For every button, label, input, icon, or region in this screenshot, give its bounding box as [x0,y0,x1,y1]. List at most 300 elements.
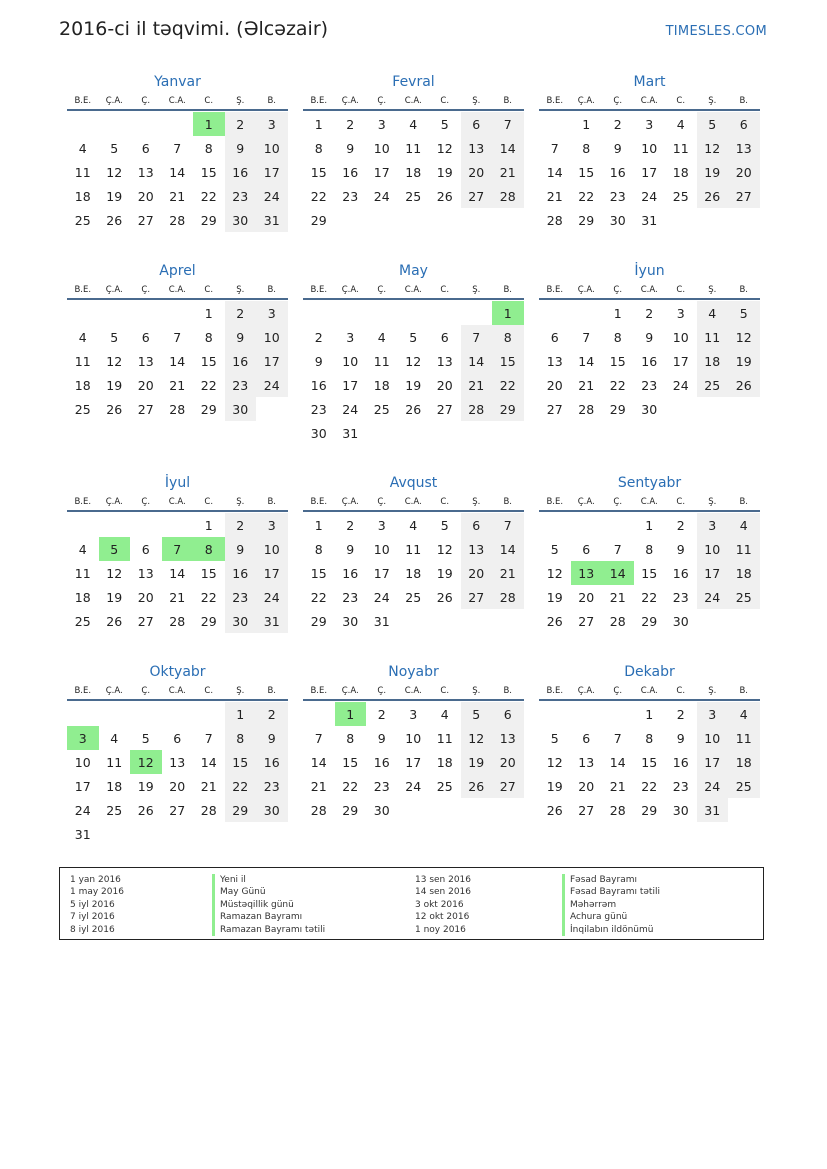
day-cell[interactable]: 10 [672,329,689,345]
day-cell[interactable]: 12 [697,136,729,160]
day-cell[interactable]: 26 [137,802,154,818]
day-cell[interactable]: 18 [436,754,453,770]
day-cell[interactable]: 14 [602,561,634,585]
day-cell[interactable]: 11 [74,353,91,369]
day-cell[interactable]: 15 [310,164,327,180]
day-cell[interactable]: 17 [373,164,390,180]
day-cell[interactable]: 2 [613,116,622,132]
day-cell[interactable]: 8 [645,541,654,557]
day-cell[interactable]: 26 [436,589,453,605]
day-cell[interactable]: 23 [672,589,689,605]
day-cell[interactable]: 2 [225,301,257,325]
day-cell[interactable]: 4 [409,517,418,533]
day-cell[interactable]: 23 [672,778,689,794]
day-cell[interactable]: 28 [200,802,217,818]
day-cell[interactable]: 16 [225,349,257,373]
day-cell[interactable]: 10 [697,537,729,561]
day-cell[interactable]: 20 [169,778,186,794]
day-cell[interactable]: 3 [377,116,386,132]
day-cell[interactable]: 25 [405,188,422,204]
day-cell[interactable]: 20 [578,778,595,794]
day-cell[interactable]: 10 [342,353,359,369]
day-cell[interactable]: 21 [578,377,595,393]
day-cell[interactable]: 23 [225,373,257,397]
day-cell[interactable]: 12 [546,754,563,770]
day-cell[interactable]: 7 [461,325,493,349]
day-cell[interactable]: 3 [67,726,99,750]
day-cell[interactable]: 6 [582,730,591,746]
day-cell[interactable]: 23 [373,778,390,794]
day-cell[interactable]: 30 [310,425,327,441]
day-cell[interactable]: 19 [405,377,422,393]
day-cell[interactable]: 28 [492,585,524,609]
day-cell[interactable]: 19 [728,349,760,373]
day-cell[interactable]: 12 [546,565,563,581]
day-cell[interactable]: 8 [613,329,622,345]
day-cell[interactable]: 6 [173,730,182,746]
day-cell[interactable]: 29 [310,613,327,629]
day-cell[interactable]: 6 [141,140,150,156]
day-cell[interactable]: 5 [550,730,559,746]
day-cell[interactable]: 5 [110,329,119,345]
day-cell[interactable]: 7 [582,329,591,345]
day-cell[interactable]: 9 [676,541,685,557]
day-cell[interactable]: 7 [173,140,182,156]
day-cell[interactable]: 24 [373,188,390,204]
day-cell[interactable]: 26 [106,401,123,417]
day-cell[interactable]: 30 [641,401,658,417]
day-cell[interactable]: 20 [137,377,154,393]
day-cell[interactable]: 12 [106,164,123,180]
day-cell[interactable]: 3 [377,517,386,533]
day-cell[interactable]: 25 [436,778,453,794]
day-cell[interactable]: 28 [609,802,626,818]
day-cell[interactable]: 14 [169,565,186,581]
day-cell[interactable]: 5 [440,517,449,533]
day-cell[interactable]: 3 [697,702,729,726]
day-cell[interactable]: 22 [342,778,359,794]
day-cell[interactable]: 25 [373,401,390,417]
day-cell[interactable]: 26 [546,802,563,818]
day-cell[interactable]: 11 [405,541,422,557]
day-cell[interactable]: 1 [204,517,213,533]
day-cell[interactable]: 23 [342,589,359,605]
day-cell[interactable]: 25 [728,774,760,798]
day-cell[interactable]: 9 [645,329,654,345]
day-cell[interactable]: 22 [578,188,595,204]
day-cell[interactable]: 24 [256,184,288,208]
day-cell[interactable]: 1 [582,116,591,132]
day-cell[interactable]: 31 [373,613,390,629]
day-cell[interactable]: 5 [440,116,449,132]
day-cell[interactable]: 27 [492,774,524,798]
day-cell[interactable]: 3 [676,305,685,321]
day-cell[interactable]: 7 [204,730,213,746]
day-cell[interactable]: 2 [676,517,685,533]
day-cell[interactable]: 25 [728,585,760,609]
day-cell[interactable]: 12 [461,726,493,750]
day-cell[interactable]: 18 [672,164,689,180]
day-cell[interactable]: 18 [74,377,91,393]
day-cell[interactable]: 7 [173,329,182,345]
day-cell[interactable]: 30 [672,802,689,818]
day-cell[interactable]: 25 [74,401,91,417]
day-cell[interactable]: 12 [106,565,123,581]
day-cell[interactable]: 8 [204,140,213,156]
day-cell[interactable]: 10 [697,726,729,750]
day-cell[interactable]: 17 [256,160,288,184]
day-cell[interactable]: 2 [225,513,257,537]
day-cell[interactable]: 17 [672,353,689,369]
day-cell[interactable]: 27 [578,613,595,629]
day-cell[interactable]: 15 [200,565,217,581]
day-cell[interactable]: 18 [405,565,422,581]
day-cell[interactable]: 7 [550,140,559,156]
day-cell[interactable]: 10 [256,325,288,349]
day-cell[interactable]: 11 [106,754,123,770]
day-cell[interactable]: 16 [641,353,658,369]
day-cell[interactable]: 6 [728,112,760,136]
day-cell[interactable]: 5 [141,730,150,746]
day-cell[interactable]: 20 [578,589,595,605]
day-cell[interactable]: 4 [377,329,386,345]
day-cell[interactable]: 13 [137,353,154,369]
day-cell[interactable]: 24 [342,401,359,417]
day-cell[interactable]: 13 [169,754,186,770]
day-cell[interactable]: 6 [141,541,150,557]
day-cell[interactable]: 27 [137,401,154,417]
day-cell[interactable]: 17 [256,349,288,373]
day-cell[interactable]: 27 [728,184,760,208]
day-cell[interactable]: 30 [225,609,257,633]
day-cell[interactable]: 4 [728,702,760,726]
day-cell[interactable]: 27 [578,802,595,818]
day-cell[interactable]: 14 [200,754,217,770]
day-cell[interactable]: 14 [609,754,626,770]
day-cell[interactable]: 1 [613,305,622,321]
day-cell[interactable]: 18 [373,377,390,393]
day-cell[interactable]: 22 [200,377,217,393]
day-cell[interactable]: 29 [310,212,327,228]
day-cell[interactable]: 6 [582,541,591,557]
day-cell[interactable]: 15 [342,754,359,770]
day-cell[interactable]: 24 [256,585,288,609]
day-cell[interactable]: 23 [342,188,359,204]
day-cell[interactable]: 7 [492,112,524,136]
day-cell[interactable]: 14 [310,754,327,770]
day-cell[interactable]: 19 [106,589,123,605]
day-cell[interactable]: 17 [405,754,422,770]
day-cell[interactable]: 21 [609,778,626,794]
day-cell[interactable]: 16 [256,750,288,774]
day-cell[interactable]: 19 [106,188,123,204]
day-cell[interactable]: 23 [310,401,327,417]
day-cell[interactable]: 28 [546,212,563,228]
day-cell[interactable]: 8 [314,541,323,557]
day-cell[interactable]: 30 [256,798,288,822]
day-cell[interactable]: 3 [697,513,729,537]
day-cell[interactable]: 6 [461,513,493,537]
day-cell[interactable]: 28 [609,613,626,629]
day-cell[interactable]: 18 [106,778,123,794]
day-cell[interactable]: 27 [546,401,563,417]
day-cell[interactable]: 19 [697,160,729,184]
day-cell[interactable]: 16 [225,561,257,585]
day-cell[interactable]: 4 [728,513,760,537]
day-cell[interactable]: 3 [645,116,654,132]
day-cell[interactable]: 29 [578,212,595,228]
day-cell[interactable]: 11 [436,730,453,746]
day-cell[interactable]: 30 [672,613,689,629]
day-cell[interactable]: 22 [492,373,524,397]
day-cell[interactable]: 30 [225,208,257,232]
day-cell[interactable]: 23 [609,188,626,204]
day-cell[interactable]: 7 [162,537,194,561]
day-cell[interactable]: 31 [74,826,91,842]
day-cell[interactable]: 11 [74,565,91,581]
day-cell[interactable]: 24 [74,802,91,818]
day-cell[interactable]: 4 [697,301,729,325]
day-cell[interactable]: 2 [314,329,323,345]
day-cell[interactable]: 29 [492,397,524,421]
day-cell[interactable]: 11 [373,353,390,369]
day-cell[interactable]: 28 [492,184,524,208]
day-cell[interactable]: 13 [137,164,154,180]
day-cell[interactable]: 20 [436,377,453,393]
day-cell[interactable]: 28 [169,401,186,417]
day-cell[interactable]: 9 [346,541,355,557]
day-cell[interactable]: 29 [200,613,217,629]
day-cell[interactable]: 15 [200,353,217,369]
day-cell[interactable]: 23 [225,585,257,609]
day-cell[interactable]: 30 [342,613,359,629]
day-cell[interactable]: 17 [697,561,729,585]
day-cell[interactable]: 1 [314,116,323,132]
day-cell[interactable]: 10 [405,730,422,746]
day-cell[interactable]: 24 [697,774,729,798]
day-cell[interactable]: 22 [641,778,658,794]
day-cell[interactable]: 3 [346,329,355,345]
day-cell[interactable]: 14 [578,353,595,369]
day-cell[interactable]: 26 [106,613,123,629]
day-cell[interactable]: 10 [256,136,288,160]
day-cell[interactable]: 16 [672,565,689,581]
day-cell[interactable]: 21 [310,778,327,794]
day-cell[interactable]: 15 [492,349,524,373]
day-cell[interactable]: 2 [676,706,685,722]
day-cell[interactable]: 18 [74,589,91,605]
day-cell[interactable]: 25 [74,613,91,629]
day-cell[interactable]: 26 [697,184,729,208]
day-cell[interactable]: 1 [225,702,257,726]
day-cell[interactable]: 4 [78,541,87,557]
day-cell[interactable]: 13 [578,754,595,770]
day-cell[interactable]: 7 [492,513,524,537]
day-cell[interactable]: 24 [697,585,729,609]
day-cell[interactable]: 4 [78,329,87,345]
day-cell[interactable]: 22 [609,377,626,393]
day-cell[interactable]: 14 [492,537,524,561]
day-cell[interactable]: 5 [409,329,418,345]
day-cell[interactable]: 24 [405,778,422,794]
day-cell[interactable]: 21 [546,188,563,204]
day-cell[interactable]: 18 [74,188,91,204]
day-cell[interactable]: 7 [314,730,323,746]
day-cell[interactable]: 14 [492,136,524,160]
day-cell[interactable]: 27 [461,184,493,208]
day-cell[interactable]: 19 [461,750,493,774]
day-cell[interactable]: 25 [697,373,729,397]
day-cell[interactable]: 27 [137,613,154,629]
day-cell[interactable]: 2 [377,706,386,722]
day-cell[interactable]: 1 [335,702,367,726]
day-cell[interactable]: 8 [314,140,323,156]
day-cell[interactable]: 23 [256,774,288,798]
day-cell[interactable]: 8 [346,730,355,746]
day-cell[interactable]: 28 [310,802,327,818]
day-cell[interactable]: 15 [200,164,217,180]
day-cell[interactable]: 16 [373,754,390,770]
day-cell[interactable]: 31 [256,208,288,232]
day-cell[interactable]: 15 [225,750,257,774]
day-cell[interactable]: 20 [492,750,524,774]
day-cell[interactable]: 30 [225,397,257,421]
day-cell[interactable]: 29 [342,802,359,818]
day-cell[interactable]: 14 [461,349,493,373]
day-cell[interactable]: 8 [492,325,524,349]
day-cell[interactable]: 3 [256,513,288,537]
day-cell[interactable]: 19 [106,377,123,393]
day-cell[interactable]: 9 [676,730,685,746]
day-cell[interactable]: 12 [405,353,422,369]
day-cell[interactable]: 1 [645,706,654,722]
day-cell[interactable]: 2 [256,702,288,726]
day-cell[interactable]: 26 [728,373,760,397]
day-cell[interactable]: 19 [436,164,453,180]
day-cell[interactable]: 24 [672,377,689,393]
day-cell[interactable]: 22 [200,188,217,204]
day-cell[interactable]: 13 [571,561,603,585]
day-cell[interactable]: 19 [546,778,563,794]
day-cell[interactable]: 27 [461,585,493,609]
day-cell[interactable]: 2 [225,112,257,136]
day-cell[interactable]: 29 [225,798,257,822]
day-cell[interactable]: 27 [436,401,453,417]
day-cell[interactable]: 25 [672,188,689,204]
day-cell[interactable]: 19 [546,589,563,605]
day-cell[interactable]: 31 [342,425,359,441]
day-cell[interactable]: 15 [609,353,626,369]
day-cell[interactable]: 10 [74,754,91,770]
day-cell[interactable]: 15 [578,164,595,180]
day-cell[interactable]: 17 [342,377,359,393]
site-brand[interactable]: TIMESLES.COM [665,24,767,39]
day-cell[interactable]: 6 [550,329,559,345]
day-cell[interactable]: 17 [256,561,288,585]
day-cell[interactable]: 8 [582,140,591,156]
day-cell[interactable]: 5 [461,702,493,726]
day-cell[interactable]: 29 [641,613,658,629]
day-cell[interactable]: 9 [346,140,355,156]
day-cell[interactable]: 21 [461,373,493,397]
day-cell[interactable]: 31 [697,798,729,822]
day-cell[interactable]: 7 [613,541,622,557]
day-cell[interactable]: 12 [436,541,453,557]
day-cell[interactable]: 9 [314,353,323,369]
day-cell[interactable]: 25 [405,589,422,605]
day-cell[interactable]: 3 [256,301,288,325]
day-cell[interactable]: 9 [225,325,257,349]
day-cell[interactable]: 9 [225,537,257,561]
day-cell[interactable]: 8 [645,730,654,746]
day-cell[interactable]: 22 [310,589,327,605]
day-cell[interactable]: 13 [728,136,760,160]
day-cell[interactable]: 13 [137,565,154,581]
day-cell[interactable]: 30 [609,212,626,228]
day-cell[interactable]: 8 [193,537,225,561]
day-cell[interactable]: 21 [492,160,524,184]
day-cell[interactable]: 22 [200,589,217,605]
day-cell[interactable]: 11 [728,726,760,750]
day-cell[interactable]: 11 [405,140,422,156]
day-cell[interactable]: 20 [461,160,493,184]
day-cell[interactable]: 21 [492,561,524,585]
day-cell[interactable]: 16 [672,754,689,770]
day-cell[interactable]: 18 [728,750,760,774]
day-cell[interactable]: 14 [169,164,186,180]
day-cell[interactable]: 9 [225,136,257,160]
day-cell[interactable]: 17 [373,565,390,581]
day-cell[interactable]: 15 [641,754,658,770]
day-cell[interactable]: 12 [130,750,162,774]
day-cell[interactable]: 9 [256,726,288,750]
day-cell[interactable]: 1 [314,517,323,533]
day-cell[interactable]: 4 [78,140,87,156]
day-cell[interactable]: 13 [546,353,563,369]
day-cell[interactable]: 20 [546,377,563,393]
day-cell[interactable]: 29 [609,401,626,417]
day-cell[interactable]: 21 [169,188,186,204]
day-cell[interactable]: 14 [169,353,186,369]
day-cell[interactable]: 19 [436,565,453,581]
day-cell[interactable]: 24 [256,373,288,397]
day-cell[interactable]: 4 [409,116,418,132]
day-cell[interactable]: 28 [578,401,595,417]
day-cell[interactable]: 23 [225,184,257,208]
day-cell[interactable]: 13 [436,353,453,369]
day-cell[interactable]: 7 [613,730,622,746]
day-cell[interactable]: 10 [373,140,390,156]
day-cell[interactable]: 6 [141,329,150,345]
day-cell[interactable]: 16 [342,164,359,180]
day-cell[interactable]: 2 [346,517,355,533]
day-cell[interactable]: 6 [492,702,524,726]
day-cell[interactable]: 29 [200,401,217,417]
day-cell[interactable]: 10 [641,140,658,156]
day-cell[interactable]: 28 [169,212,186,228]
day-cell[interactable]: 21 [169,377,186,393]
day-cell[interactable]: 15 [641,565,658,581]
day-cell[interactable]: 26 [461,774,493,798]
day-cell[interactable]: 20 [461,561,493,585]
day-cell[interactable]: 16 [342,565,359,581]
day-cell[interactable]: 8 [225,726,257,750]
day-cell[interactable]: 24 [373,589,390,605]
day-cell[interactable]: 24 [641,188,658,204]
day-cell[interactable]: 20 [137,589,154,605]
day-cell[interactable]: 4 [110,730,119,746]
day-cell[interactable]: 5 [550,541,559,557]
